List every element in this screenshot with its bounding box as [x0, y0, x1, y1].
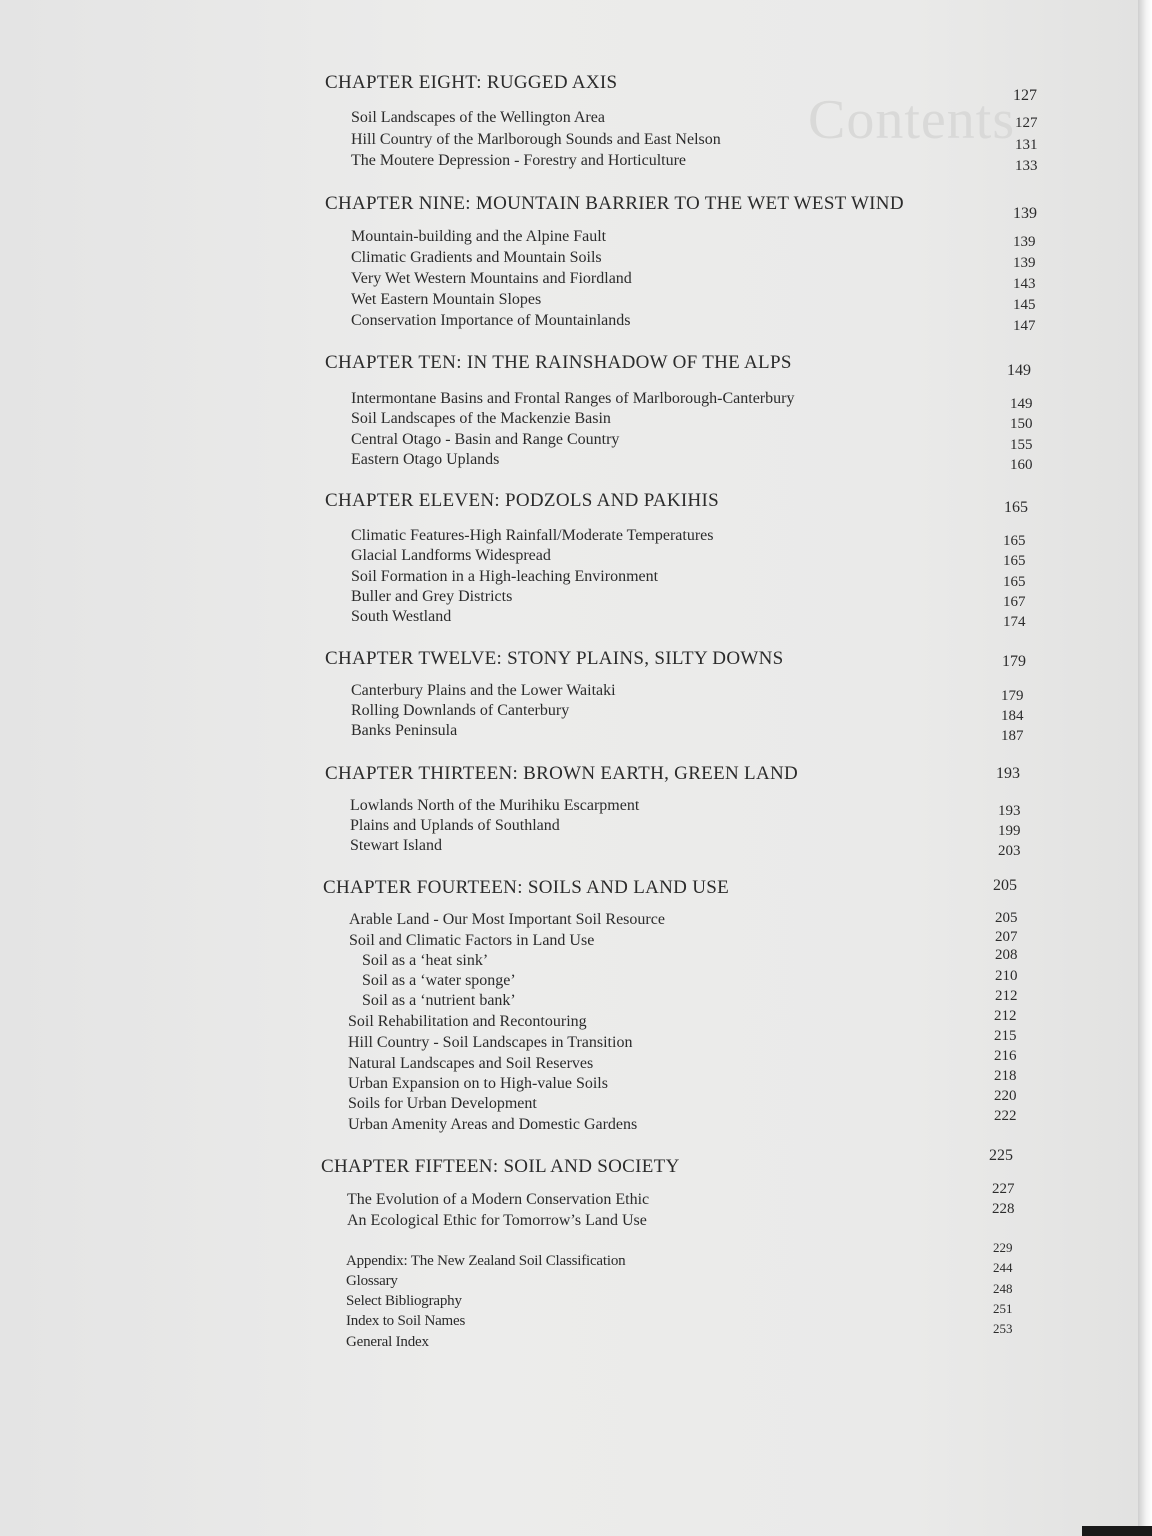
entry-title: Lowlands North of the Murihiku Escarpment	[350, 797, 640, 814]
entry-page-number: 131	[1015, 137, 1038, 153]
entry-page-number: 179	[1001, 688, 1024, 704]
entry-page-number: 205	[995, 910, 1018, 926]
background-corner	[1082, 1526, 1152, 1536]
entry-title: Soil Rehabilitation and Recontouring	[348, 1013, 587, 1030]
entry-page-number: 160	[1010, 457, 1033, 473]
entry-page-number: 187	[1001, 728, 1024, 744]
entry-title: Intermontane Basins and Frontal Ranges of Marlborough-Canterbury	[351, 390, 795, 407]
entry-page-number: 165	[1003, 553, 1026, 569]
entry-page-number: 220	[994, 1088, 1017, 1104]
chapter-heading	[320, 877, 1040, 907]
entry-title: Urban Expansion on to High-value Soils	[348, 1075, 608, 1092]
entry-page-number: 210	[995, 968, 1018, 984]
entry-page-number: 244	[993, 1260, 1013, 1275]
entry-page-number: 207	[995, 929, 1018, 945]
chapter-page-number: 179	[1002, 653, 1026, 670]
entry-title: Climatic Features-High Rainfall/Moderate Temperatures	[351, 527, 714, 544]
entry-page-number: 216	[994, 1048, 1017, 1064]
chapter-heading	[320, 72, 1040, 102]
entry-title: General Index	[346, 1334, 429, 1350]
entry-title: Climatic Gradients and Mountain Soils	[351, 249, 602, 266]
entry-page-number: 149	[1010, 396, 1033, 412]
entry-title: Soil Formation in a High-leaching Environment	[351, 568, 659, 585]
entry-title: Eastern Otago Uplands	[351, 451, 500, 468]
entry-page-number: 193	[998, 803, 1021, 819]
chapter-heading	[320, 352, 1040, 382]
entry-title: Soil as a ‘heat sink’	[362, 952, 489, 969]
entry-page-number: 127	[1015, 115, 1038, 131]
entry-title: Glacial Landforms Widespread	[351, 547, 551, 564]
entry-page-number: 222	[994, 1108, 1017, 1124]
chapter-page-number: 225	[989, 1147, 1013, 1164]
chapter-title: CHAPTER NINE: MOUNTAIN BARRIER TO THE WET WEST WIND	[325, 193, 904, 214]
chapter-title: CHAPTER THIRTEEN: BROWN EARTH, GREEN LAND	[325, 763, 799, 784]
entry-title: Select Bibliography	[346, 1293, 462, 1309]
entry-page-number: 212	[994, 1008, 1017, 1024]
entry-page-number: 251	[993, 1301, 1013, 1316]
entry-page-number: 208	[995, 947, 1018, 963]
chapter-page-number: 149	[1007, 362, 1031, 379]
entry-page-number: 167	[1003, 594, 1026, 610]
entry-page-number: 218	[994, 1068, 1017, 1084]
show-through-heading: Contents	[808, 89, 1016, 151]
chapter-title: CHAPTER EIGHT: RUGGED AXIS	[325, 72, 618, 93]
chapter-heading	[320, 763, 1040, 793]
entry-page-number: 184	[1001, 708, 1024, 724]
entry-title: South Westland	[351, 608, 452, 625]
chapter-page-number: 165	[1004, 499, 1028, 516]
entry-page-number: 143	[1013, 276, 1036, 292]
entry-title: An Ecological Ethic for Tomorrow’s Land Use	[347, 1212, 647, 1229]
entry-page-number: 165	[1003, 533, 1026, 549]
entry-title: Buller and Grey Districts	[351, 588, 513, 605]
entry-page-number: 227	[992, 1181, 1015, 1197]
chapter-page-number: 205	[993, 877, 1017, 894]
entry-page-number: 199	[998, 823, 1021, 839]
entry-page-number: 212	[995, 988, 1018, 1004]
entry-title: Soil Landscapes of the Mackenzie Basin	[351, 410, 611, 427]
chapter-heading	[320, 193, 1040, 223]
entry-title: Soil as a ‘water sponge’	[362, 972, 516, 989]
entry-title: Conservation Importance of Mountainlands	[351, 312, 631, 329]
entry-title: Glossary	[346, 1273, 398, 1289]
entry-title: Canterbury Plains and the Lower Waitaki	[351, 682, 616, 699]
chapter-page-number: 127	[1013, 87, 1037, 104]
chapter-page-number: 193	[996, 765, 1020, 782]
entry-page-number: 228	[992, 1201, 1015, 1217]
entry-page-number: 133	[1015, 158, 1038, 174]
chapter-heading	[320, 648, 1040, 678]
entry-title: Urban Amenity Areas and Domestic Gardens	[348, 1116, 638, 1133]
entry-title: Natural Landscapes and Soil Reserves	[348, 1055, 594, 1072]
entry-page-number: 155	[1010, 437, 1033, 453]
chapter-title: CHAPTER TWELVE: STONY PLAINS, SILTY DOWNS	[325, 648, 784, 669]
chapter-title: CHAPTER ELEVEN: PODZOLS AND PAKIHIS	[325, 490, 720, 511]
entry-title: Hill Country of the Marlborough Sounds and East Nelson	[351, 131, 721, 148]
entry-title: Soil Landscapes of the Wellington Area	[351, 109, 605, 126]
entry-title: Arable Land - Our Most Important Soil Resource	[349, 911, 665, 928]
entry-page-number: 139	[1013, 234, 1036, 250]
entry-page-number: 253	[993, 1321, 1013, 1336]
entry-title: Wet Eastern Mountain Slopes	[351, 291, 542, 308]
entry-page-number: 165	[1003, 574, 1026, 590]
entry-page-number: 147	[1013, 318, 1036, 334]
entry-title: The Moutere Depression - Forestry and Horticulture	[351, 152, 687, 169]
entry-title: Banks Peninsula	[351, 722, 458, 739]
entry-title: Stewart Island	[350, 837, 442, 854]
entry-title: Soils for Urban Development	[348, 1095, 537, 1112]
entry-title: Rolling Downlands of Canterbury	[351, 702, 570, 719]
entry-title: Plains and Uplands of Southland	[350, 817, 560, 834]
entry-page-number: 248	[993, 1281, 1013, 1296]
entry-page-number: 145	[1013, 297, 1036, 313]
entry-page-number: 229	[993, 1240, 1013, 1255]
entry-title: Soil as a ‘nutrient bank’	[362, 992, 516, 1009]
page-edge	[1138, 0, 1152, 1536]
entry-title: Central Otago - Basin and Range Country	[351, 431, 620, 448]
chapter-heading	[320, 1147, 1040, 1186]
entry-page-number: 174	[1003, 614, 1026, 630]
chapter-title: CHAPTER FIFTEEN: SOIL AND SOCIETY	[321, 1156, 680, 1177]
entry-title: Very Wet Western Mountains and Fiordland	[351, 270, 632, 287]
entry-page-number: 203	[998, 843, 1021, 859]
entry-title: Appendix: The New Zealand Soil Classification	[346, 1253, 626, 1269]
entry-title: The Evolution of a Modern Conservation Ethic	[347, 1191, 650, 1208]
entry-page-number: 215	[994, 1028, 1017, 1044]
entry-page-number: 139	[1013, 255, 1036, 271]
chapter-heading	[320, 490, 1040, 520]
entry-page-number: 150	[1010, 416, 1033, 432]
chapter-title: CHAPTER TEN: IN THE RAINSHADOW OF THE ALPS	[325, 352, 792, 373]
entry-title: Mountain-building and the Alpine Fault	[351, 228, 607, 245]
entry-title: Index to Soil Names	[346, 1313, 466, 1329]
chapter-page-number: 139	[1013, 205, 1037, 222]
entry-title: Soil and Climatic Factors in Land Use	[349, 932, 595, 949]
entry-title: Hill Country - Soil Landscapes in Transition	[348, 1034, 633, 1051]
chapter-title: CHAPTER FOURTEEN: SOILS AND LAND USE	[323, 877, 730, 898]
